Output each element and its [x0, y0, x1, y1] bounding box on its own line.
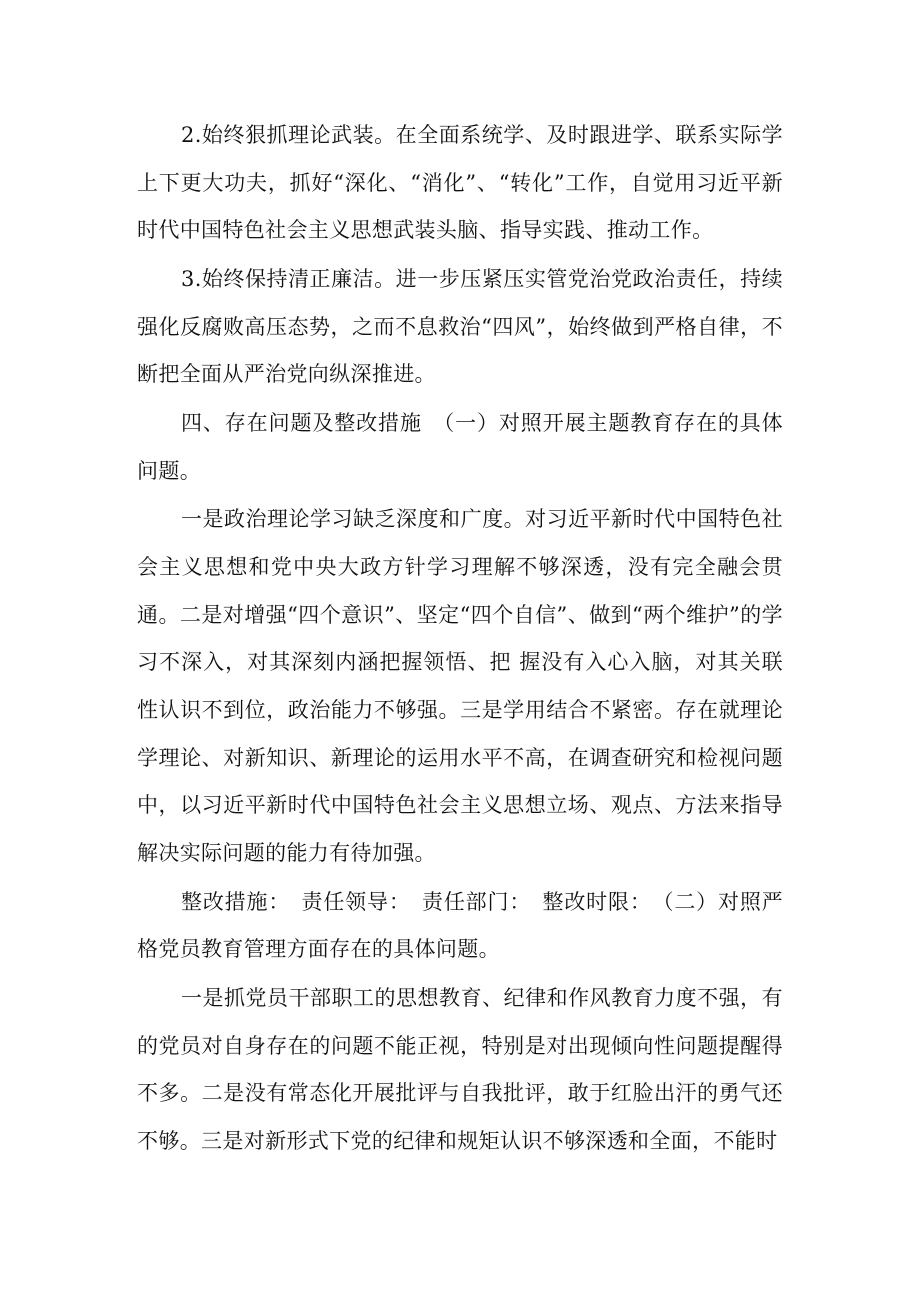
section-heading-problems: 四、存在问题及整改措施 （一）对照开展主题教育存在的具体问题。: [137, 410, 783, 483]
paragraph-member-management-problems: 一是抓党员干部职工的思想教育、纪律和作风教育力度不强，有的党员对自身存在的问题不能正视，特别是对出现倾向性问题提醒得不多。二是没有常态化开展批评与自我批评，敢于红脸出汗的勇气还不够。三是对新形式下党的纪律和规矩认识不够深透和全面，不能时: [137, 985, 783, 1153]
document-body: [137, 112, 783, 1167]
paragraph-theory-problems: 一是政治理论学习缺乏深度和广度。对习近平新时代中国特色社会主义思想和党中央大政方针学习理解不够深透，没有完全融会贯通。二是对增强“四个意识”、坚定“四个自信”、做到“两个维护”的学习不深入，对其深刻内涵把握领悟、把 握没有入心入脑，对其关联性认识不到位，政治能力不够强。三是学用结合不紧密。存在就理论学理论、对新知识、新理论的运用水平不高，在调查研究和检视问题中，以习近平新时代中国特色社会主义思想立场、观点、方法来指导解决实际问题的能力有待加强。: [137, 507, 783, 866]
paragraph-integrity: 3.始终保持清正廉洁。进一步压紧压实管党治党政治责任，持续强化反腐败高压态势，之而不息救治“四风”，始终做到严格自律，不断把全面从严治党向纵深推进。: [137, 266, 783, 387]
paragraph-theory-arming: 2.始终狠抓理论武装。在全面系统学、及时跟进学、联系实际学上下更大功夫，抓好“深化、“消化”、“转化”工作，自觉用习近平新时代中国特色社会主义思想武装头脑、指导实践、推动工作。: [137, 123, 783, 243]
paragraph-rectification-measures: 整改措施： 责任领导： 责任部门： 整改时限： （二）对照严格党员教育管理方面存在的具体问题。: [137, 889, 783, 962]
